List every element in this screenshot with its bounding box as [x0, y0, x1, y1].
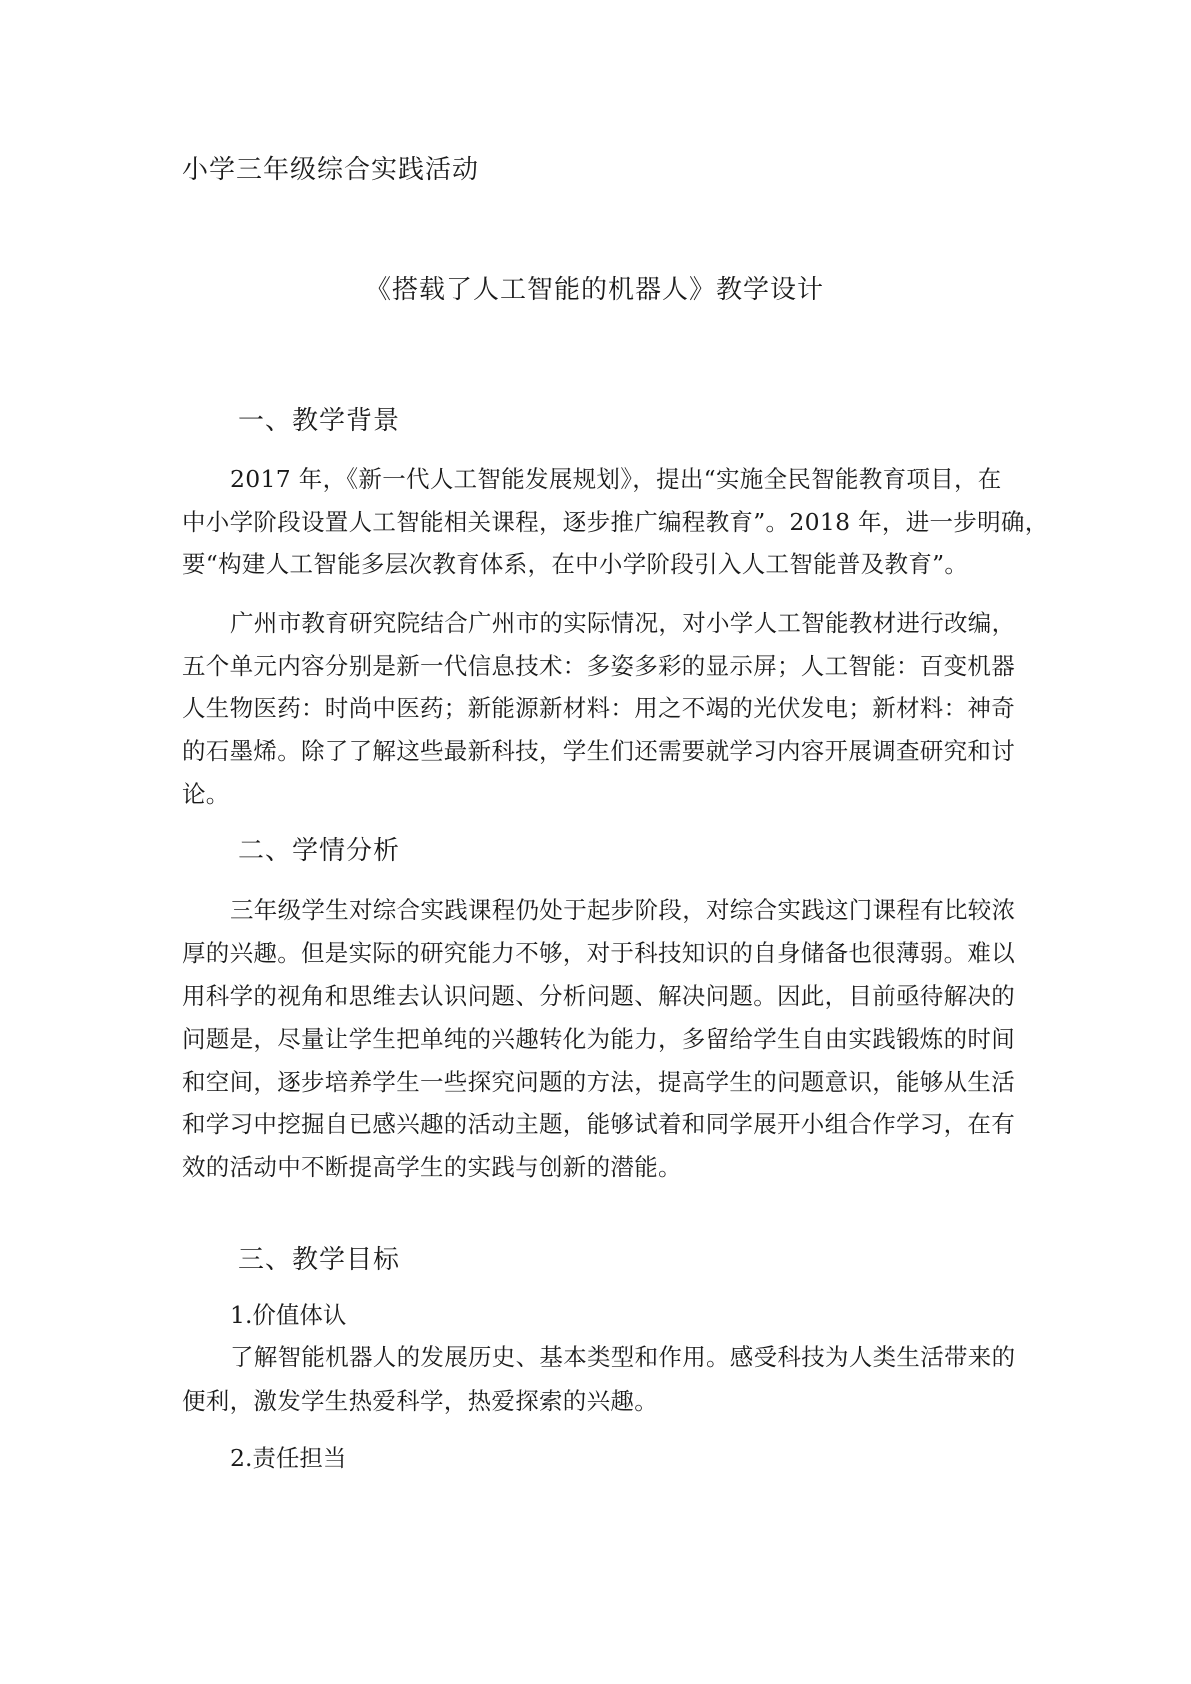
- paragraph-line: 效的活动中不断提高学生的实践与创新的潜能。: [182, 1153, 682, 1181]
- paragraph-line: 论。: [182, 780, 230, 808]
- section-heading-objectives: 三、教学目标: [238, 1245, 401, 1275]
- objective-item-title: 1.价值体认: [230, 1301, 347, 1329]
- paragraph-line: 三年级学生对综合实践课程仍处于起步阶段，对综合实践这门课程有比较浓: [230, 896, 1016, 924]
- paragraph-line: 厚的兴趣。但是实际的研究能力不够，对于科技知识的自身储备也很薄弱。难以: [182, 939, 1015, 967]
- paragraph-line: 中小学阶段设置人工智能相关课程，逐步推广编程教育”。2018 年，进一步明确，: [182, 508, 1049, 536]
- section-heading-background: 一、教学背景: [238, 406, 401, 436]
- paragraph-line: 人生物医药：时尚中医药；新能源新材料：用之不竭的光伏发电；新材料：神奇: [182, 694, 1015, 722]
- paragraph-line: 广州市教育研究院结合广州市的实际情况，对小学人工智能教材进行改编，: [230, 609, 1016, 637]
- paragraph-line: 了解智能机器人的发展历史、基本类型和作用。感受科技为人类生活带来的: [230, 1343, 1016, 1371]
- paragraph-line: 和学习中挖掘自已感兴趣的活动主题，能够试着和同学展开小组合作学习，在有: [182, 1110, 1015, 1138]
- course-title: 小学三年级综合实践活动: [182, 155, 480, 185]
- paragraph-line: 问题是，尽量让学生把单纯的兴趣转化为能力，多留给学生自由实践锻炼的时间: [182, 1025, 1015, 1053]
- design-title: 《搭载了人工智能的机器人》教学设计: [365, 275, 825, 305]
- objective-item-title: 2.责任担当: [230, 1444, 347, 1472]
- paragraph-line: 用科学的视角和思维去认识问题、分析问题、解决问题。因此，目前亟待解决的: [182, 982, 1015, 1010]
- paragraph-line: 要“构建人工智能多层次教育体系，在中小学阶段引入人工智能普及教育”。: [182, 550, 969, 578]
- paragraph-line: 的石墨烯。除了了解这些最新科技，学生们还需要就学习内容开展调查研究和讨: [182, 737, 1015, 765]
- paragraph-line: 五个单元内容分别是新一代信息技术：多姿多彩的显示屏；人工智能：百变机器: [182, 652, 1015, 680]
- paragraph-line: 和空间，逐步培养学生一些探究问题的方法，提高学生的问题意识，能够从生活: [182, 1068, 1015, 1096]
- section-heading-analysis: 二、学情分析: [238, 836, 401, 866]
- paragraph-line: 2017 年，《新一代人工智能发展规划》，提出“实施全民智能教育项目，在: [230, 465, 1002, 493]
- paragraph-line: 便利，激发学生热爱科学，热爱探索的兴趣。: [182, 1387, 658, 1415]
